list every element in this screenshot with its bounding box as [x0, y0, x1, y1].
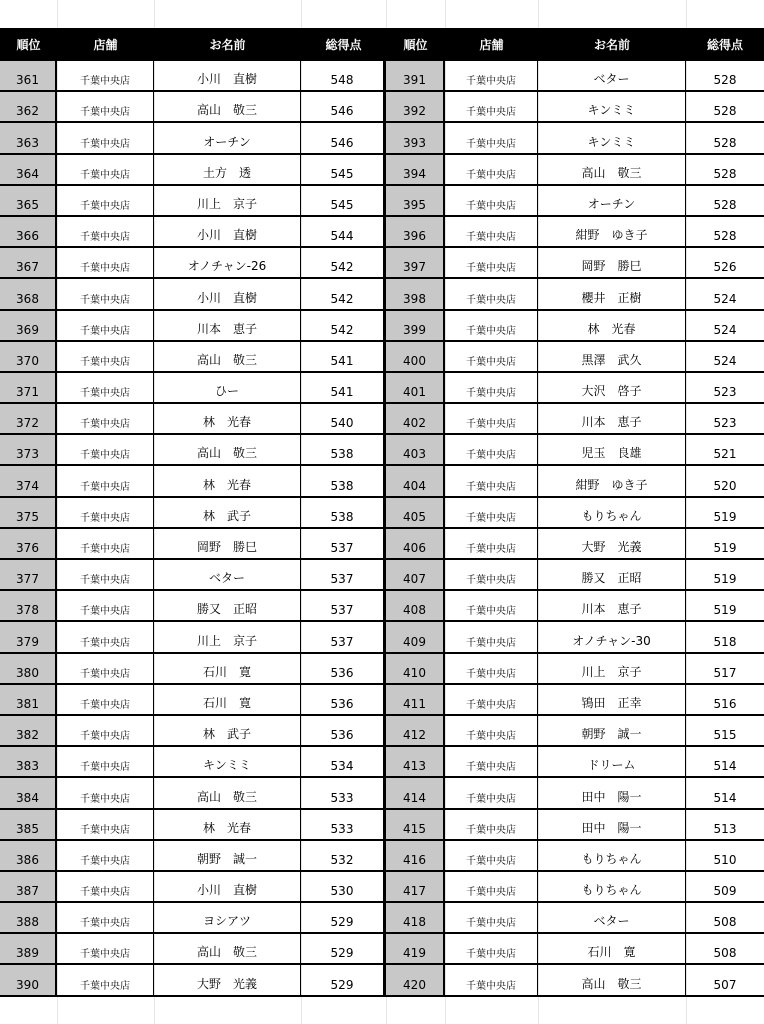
rank-cell: 410	[386, 654, 445, 683]
table-row	[0, 435, 764, 466]
header-rank: 順位	[16, 38, 41, 52]
table-row	[0, 498, 764, 529]
rank-cell: 374	[0, 466, 57, 495]
name-cell: オノチャン-26	[154, 248, 301, 277]
store-cell: 千葉中央店	[57, 716, 154, 745]
store-cell: 千葉中央店	[57, 841, 154, 870]
score-cell: 513	[713, 821, 737, 836]
rank-cell: 386	[0, 841, 57, 870]
store-cell: 千葉中央店	[57, 342, 154, 371]
store-cell: 千葉中央店	[445, 622, 538, 651]
rank-cell: 381	[0, 685, 57, 714]
rank-cell: 388	[0, 903, 57, 932]
score-cell: 545	[301, 155, 386, 184]
name-cell: 小川 直樹	[154, 279, 301, 308]
rank-cell: 368	[0, 279, 57, 308]
rank-cell: 383	[0, 747, 57, 776]
score-cell: 514	[713, 759, 737, 774]
store-cell: 千葉中央店	[445, 747, 538, 776]
score-cell: 510	[713, 852, 737, 867]
table-row	[0, 342, 764, 373]
store-cell: 千葉中央店	[445, 248, 538, 277]
name-cell: 高山 敬三	[154, 435, 301, 464]
rank-cell: 379	[0, 622, 57, 651]
rank-cell: 407	[386, 560, 445, 589]
table-row	[0, 965, 764, 996]
name-cell: ベター	[538, 61, 686, 90]
table-row	[0, 810, 764, 841]
name-cell: 川上 京子	[154, 622, 301, 651]
table-row	[0, 155, 764, 186]
store-cell: 千葉中央店	[57, 404, 154, 433]
score-cell: 540	[301, 404, 386, 433]
table-row	[0, 404, 764, 435]
score-cell: 519	[713, 603, 737, 618]
name-cell: キンミミ	[154, 747, 301, 776]
score-cell: 546	[301, 123, 386, 152]
table-row	[0, 685, 764, 716]
name-cell: 林 光春	[154, 810, 301, 839]
table-row	[0, 903, 764, 934]
name-cell: 川本 恵子	[154, 311, 301, 340]
score-cell: 528	[713, 104, 737, 119]
rank-cell: 416	[386, 841, 445, 870]
name-cell: 田中 陽一	[538, 778, 686, 807]
rank-cell: 418	[386, 903, 445, 932]
store-cell: 千葉中央店	[57, 934, 154, 963]
store-cell: 千葉中央店	[445, 61, 538, 90]
name-cell: 大沢 啓子	[538, 373, 686, 402]
name-cell: キンミミ	[538, 123, 686, 152]
store-cell: 千葉中央店	[445, 841, 538, 870]
table-row	[0, 716, 764, 747]
score-cell: 524	[713, 291, 737, 306]
score-cell: 529	[301, 934, 386, 963]
rank-cell: 420	[386, 965, 445, 994]
score-cell: 532	[301, 841, 386, 870]
rank-cell: 396	[386, 217, 445, 246]
score-cell: 529	[301, 965, 386, 994]
name-cell: オノチャン-30	[538, 622, 686, 651]
name-cell: 朝野 誠一	[154, 841, 301, 870]
name-cell: もりちゃん	[538, 872, 686, 901]
name-cell: 石川 寛	[538, 934, 686, 963]
name-cell: 林 光春	[538, 311, 686, 340]
score-cell: 536	[301, 685, 386, 714]
name-cell: 児玉 良雄	[538, 435, 686, 464]
score-cell: 529	[301, 903, 386, 932]
score-cell: 544	[301, 217, 386, 246]
table-row	[0, 778, 764, 809]
name-cell: 石川 寛	[154, 685, 301, 714]
score-cell: 528	[713, 197, 737, 212]
score-cell: 528	[713, 166, 737, 181]
store-cell: 千葉中央店	[57, 685, 154, 714]
rank-cell: 394	[386, 155, 445, 184]
score-cell: 519	[713, 541, 737, 555]
name-cell: 小川 直樹	[154, 872, 301, 901]
rank-cell: 382	[0, 716, 57, 745]
rank-cell: 409	[386, 622, 445, 651]
store-cell: 千葉中央店	[445, 529, 538, 558]
store-cell: 千葉中央店	[57, 466, 154, 495]
score-cell: 537	[301, 529, 386, 558]
header-store: 店舗	[93, 38, 118, 52]
table-row	[0, 186, 764, 217]
rank-cell: 400	[386, 342, 445, 371]
name-cell: 高山 敬三	[538, 965, 686, 994]
rank-cell: 363	[0, 123, 57, 152]
name-cell: 鴇田 正幸	[538, 685, 686, 714]
store-cell: 千葉中央店	[57, 622, 154, 651]
name-cell: 大野 光義	[538, 529, 686, 558]
score-cell: 520	[713, 478, 737, 493]
rank-cell: 380	[0, 654, 57, 683]
store-cell: 千葉中央店	[445, 435, 538, 464]
score-cell: 518	[713, 634, 737, 649]
name-cell: オーチン	[154, 123, 301, 152]
header-name: お名前	[593, 38, 630, 52]
store-cell: 千葉中央店	[445, 217, 538, 246]
store-cell: 千葉中央店	[57, 435, 154, 464]
score-cell: 524	[713, 353, 737, 368]
table-row	[0, 373, 764, 404]
rank-cell: 378	[0, 591, 57, 620]
score-cell: 538	[301, 435, 386, 464]
rank-cell: 373	[0, 435, 57, 464]
score-cell: 508	[713, 915, 737, 930]
name-cell: 高山 敬三	[538, 155, 686, 184]
name-cell: 石川 寛	[154, 654, 301, 683]
rank-cell: 395	[386, 186, 445, 215]
store-cell: 千葉中央店	[445, 810, 538, 839]
score-cell: 542	[301, 311, 386, 340]
name-cell: 勝又 正昭	[154, 591, 301, 620]
score-cell: 537	[301, 591, 386, 620]
rank-cell: 392	[386, 92, 445, 121]
table-row	[0, 591, 764, 622]
name-cell: ベター	[538, 903, 686, 932]
store-cell: 千葉中央店	[57, 498, 154, 527]
store-cell: 千葉中央店	[445, 279, 538, 308]
store-cell: 千葉中央店	[445, 778, 538, 807]
ranking-table	[0, 28, 764, 997]
store-cell: 千葉中央店	[445, 965, 538, 994]
store-cell: 千葉中央店	[445, 342, 538, 371]
store-cell: 千葉中央店	[57, 186, 154, 215]
header-name: お名前	[209, 38, 246, 52]
table-row	[0, 61, 764, 92]
rank-cell: 391	[386, 61, 445, 90]
score-cell: 509	[713, 884, 737, 899]
score-cell: 519	[713, 572, 737, 587]
name-cell: 高山 敬三	[154, 342, 301, 371]
rank-cell: 414	[386, 778, 445, 807]
store-cell: 千葉中央店	[57, 872, 154, 901]
store-cell: 千葉中央店	[57, 61, 154, 90]
name-cell: 朝野 誠一	[538, 716, 686, 745]
store-cell: 千葉中央店	[445, 934, 538, 963]
table-row	[0, 217, 764, 248]
store-cell: 千葉中央店	[445, 186, 538, 215]
score-cell: 537	[301, 560, 386, 589]
score-cell: 530	[301, 872, 386, 901]
rank-cell: 365	[0, 186, 57, 215]
rank-cell: 387	[0, 872, 57, 901]
score-cell: 528	[713, 73, 737, 88]
rank-cell: 411	[386, 685, 445, 714]
score-cell: 548	[301, 61, 386, 90]
score-cell: 523	[713, 385, 737, 400]
table-row	[0, 279, 764, 310]
store-cell: 千葉中央店	[57, 311, 154, 340]
score-cell: 517	[713, 665, 737, 680]
table-row	[0, 934, 764, 965]
table-row	[0, 529, 764, 560]
store-cell: 千葉中央店	[57, 373, 154, 402]
rank-cell: 404	[386, 466, 445, 495]
table-row	[0, 747, 764, 778]
store-cell: 千葉中央店	[57, 903, 154, 932]
score-cell: 536	[301, 716, 386, 745]
name-cell: ヨシアツ	[154, 903, 301, 932]
score-cell: 508	[713, 946, 737, 961]
rank-cell: 362	[0, 92, 57, 121]
name-cell: 小川 直樹	[154, 61, 301, 90]
score-cell: 538	[301, 466, 386, 495]
name-cell: 田中 陽一	[538, 810, 686, 839]
rank-cell: 401	[386, 373, 445, 402]
rank-cell: 415	[386, 810, 445, 839]
name-cell: 高山 敬三	[154, 778, 301, 807]
rank-cell: 384	[0, 778, 57, 807]
name-cell: 川上 京子	[538, 654, 686, 683]
rank-cell: 369	[0, 311, 57, 340]
store-cell: 千葉中央店	[445, 498, 538, 527]
name-cell: 紺野 ゆき子	[538, 217, 686, 246]
name-cell: 林 光春	[154, 466, 301, 495]
name-cell: ひー	[154, 373, 301, 402]
name-cell: ドリーム	[538, 747, 686, 776]
table-row	[0, 841, 764, 872]
rank-cell: 367	[0, 248, 57, 277]
rank-cell: 402	[386, 404, 445, 433]
name-cell: 土方 透	[154, 155, 301, 184]
name-cell: 高山 敬三	[154, 934, 301, 963]
score-cell: 537	[301, 622, 386, 651]
score-cell: 523	[713, 416, 737, 431]
score-cell: 519	[713, 509, 737, 524]
rank-cell: 361	[0, 61, 57, 90]
rank-cell: 408	[386, 591, 445, 620]
score-cell: 541	[301, 373, 386, 402]
rank-cell: 372	[0, 404, 57, 433]
header-store: 店舗	[479, 38, 504, 52]
rank-cell: 375	[0, 498, 57, 527]
store-cell: 千葉中央店	[57, 778, 154, 807]
rank-cell: 405	[386, 498, 445, 527]
rank-cell: 399	[386, 311, 445, 340]
score-cell: 545	[301, 186, 386, 215]
score-cell: 526	[713, 260, 737, 275]
rank-cell: 377	[0, 560, 57, 589]
name-cell: 黒澤 武久	[538, 342, 686, 371]
rank-cell: 398	[386, 279, 445, 308]
table-row	[0, 92, 764, 123]
store-cell: 千葉中央店	[57, 965, 154, 994]
score-cell: 533	[301, 778, 386, 807]
rank-cell: 413	[386, 747, 445, 776]
store-cell: 千葉中央店	[57, 248, 154, 277]
store-cell: 千葉中央店	[57, 123, 154, 152]
name-cell: ベター	[154, 560, 301, 589]
name-cell: もりちゃん	[538, 841, 686, 870]
score-cell: 536	[301, 654, 386, 683]
score-cell: 515	[713, 728, 737, 743]
score-cell: 538	[301, 498, 386, 527]
rank-cell: 366	[0, 217, 57, 246]
store-cell: 千葉中央店	[57, 529, 154, 558]
rank-cell: 417	[386, 872, 445, 901]
header-rank: 順位	[403, 38, 428, 52]
rank-cell: 370	[0, 342, 57, 371]
score-cell: 542	[301, 248, 386, 277]
score-cell: 528	[713, 135, 737, 150]
store-cell: 千葉中央店	[57, 92, 154, 121]
table-row	[0, 872, 764, 903]
rank-cell: 406	[386, 529, 445, 558]
store-cell: 千葉中央店	[445, 685, 538, 714]
table-body	[0, 61, 764, 997]
store-cell: 千葉中央店	[445, 591, 538, 620]
name-cell: 林 光春	[154, 404, 301, 433]
rank-cell: 389	[0, 934, 57, 963]
rank-cell: 397	[386, 248, 445, 277]
rank-cell: 393	[386, 123, 445, 152]
score-cell: 542	[301, 279, 386, 308]
store-cell: 千葉中央店	[57, 810, 154, 839]
store-cell: 千葉中央店	[445, 92, 538, 121]
store-cell: 千葉中央店	[57, 747, 154, 776]
store-cell: 千葉中央店	[445, 903, 538, 932]
name-cell: 高山 敬三	[154, 92, 301, 121]
name-cell: 川本 恵子	[538, 591, 686, 620]
score-cell: 514	[713, 790, 737, 805]
header-score: 総得点	[325, 38, 362, 52]
rank-cell: 371	[0, 373, 57, 402]
store-cell: 千葉中央店	[445, 373, 538, 402]
table-row	[0, 466, 764, 497]
store-cell: 千葉中央店	[57, 279, 154, 308]
rank-cell: 390	[0, 965, 57, 994]
score-cell: 528	[713, 229, 737, 244]
score-cell: 541	[301, 342, 386, 371]
table-row	[0, 560, 764, 591]
table-row	[0, 248, 764, 279]
name-cell: 林 武子	[154, 716, 301, 745]
name-cell: 櫻井 正樹	[538, 279, 686, 308]
name-cell: 大野 光義	[154, 965, 301, 994]
rank-cell: 364	[0, 155, 57, 184]
name-cell: 林 武子	[154, 498, 301, 527]
store-cell: 千葉中央店	[445, 404, 538, 433]
store-cell: 千葉中央店	[57, 155, 154, 184]
name-cell: 川本 恵子	[538, 404, 686, 433]
store-cell: 千葉中央店	[57, 217, 154, 246]
name-cell: 小川 直樹	[154, 217, 301, 246]
store-cell: 千葉中央店	[445, 654, 538, 683]
rank-cell: 419	[386, 934, 445, 963]
store-cell: 千葉中央店	[445, 466, 538, 495]
score-cell: 516	[713, 696, 737, 711]
score-cell: 534	[301, 747, 386, 776]
score-cell: 533	[301, 810, 386, 839]
header-score: 総得点	[706, 38, 743, 52]
name-cell: オーチン	[538, 186, 686, 215]
store-cell: 千葉中央店	[445, 716, 538, 745]
store-cell: 千葉中央店	[57, 654, 154, 683]
name-cell: 勝又 正昭	[538, 560, 686, 589]
name-cell: 紺野 ゆき子	[538, 466, 686, 495]
store-cell: 千葉中央店	[445, 123, 538, 152]
name-cell: キンミミ	[538, 92, 686, 121]
name-cell: 岡野 勝巳	[154, 529, 301, 558]
store-cell: 千葉中央店	[57, 591, 154, 620]
table-row	[0, 654, 764, 685]
table-row	[0, 311, 764, 342]
score-cell: 521	[713, 447, 737, 462]
table-row	[0, 123, 764, 154]
score-cell: 507	[713, 977, 737, 992]
store-cell: 千葉中央店	[57, 560, 154, 589]
store-cell: 千葉中央店	[445, 311, 538, 340]
store-cell: 千葉中央店	[445, 155, 538, 184]
rank-cell: 412	[386, 716, 445, 745]
table-header	[0, 28, 764, 61]
rank-cell: 403	[386, 435, 445, 464]
rank-cell: 376	[0, 529, 57, 558]
score-cell: 546	[301, 92, 386, 121]
score-cell: 524	[713, 322, 737, 337]
name-cell: 岡野 勝巳	[538, 248, 686, 277]
rank-cell: 385	[0, 810, 57, 839]
table-row	[0, 622, 764, 653]
store-cell: 千葉中央店	[445, 560, 538, 589]
store-cell: 千葉中央店	[445, 872, 538, 901]
name-cell: もりちゃん	[538, 498, 686, 527]
name-cell: 川上 京子	[154, 186, 301, 215]
